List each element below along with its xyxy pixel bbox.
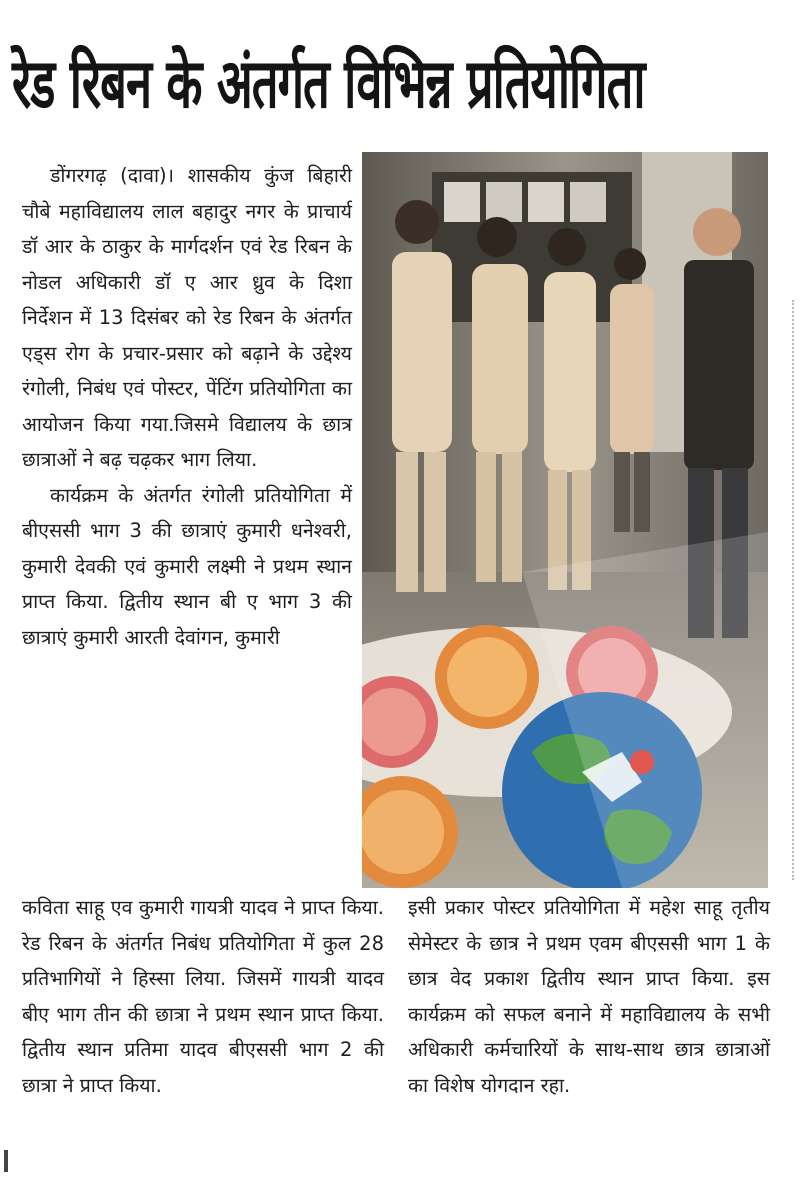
article-column-right bbox=[408, 890, 770, 1103]
column-rule bbox=[792, 300, 800, 880]
article-paragraph-1: डोंगरगढ़ (दावा)। शासकीय कुंज बिहारी चौबे महाविद्यालय लाल बहादुर नगर के प्राचार्य डॉ आर के ठाकुर के मार्गदर्शन एवं रेड रिबन के नोडल अधिकारी डॉ ए आर ध्रुव के दिशा निर्देशन में 13 दिसंबर को रेड रिबन के अंतर्गत एड्स रोग के प्रचार-प्रसार को बढ़ाने के उद्देश्य रंगोली, निबंध एवं पोस्टर, पेंटिंग प्रतियोगिता का आयोजन किया गया.जिसमे विद्यालय के छात्र छात्राओं ने बढ़ चढ़कर भाग लिया. bbox=[22, 164, 352, 471]
article-paragraph-2: कार्यक्रम के अंतर्गत रंगोली प्रतियोगिता में बीएससी भाग 3 की छात्राएं कुमारी धनेश्वरी, कुमारी देवकी एवं कुमारी लक्ष्मी ने प्रथम स्थान प्राप्त किया. द्वितीय स्थान बी ए भाग 3 की छात्राएं कुमारी आरती देवांगन, कुमारी bbox=[22, 483, 352, 649]
article-column-left-top bbox=[22, 158, 352, 655]
headline: रेड रिबन के अंतर्गत विभिन्न प्रतियोगिता bbox=[12, 44, 645, 125]
page-edge-mark bbox=[4, 1150, 8, 1172]
article-paragraph-3: इसी प्रकार पोस्टर प्रतियोगिता में महेश साहू तृतीय सेमेस्टर के छात्र ने प्रथम एवम बीएससी भाग 1 के छात्र वेद प्रकाश द्वितीय स्थान प्राप्त किया. इस कार्यक्रम को सफल बनाने में महाविद्यालय के सभी अधिकारी कर्मचारियों के साथ-साथ छात्र छात्राओं का विशेष योगदान रहा. bbox=[408, 896, 770, 1097]
article-column-left-bottom bbox=[22, 890, 384, 1103]
news-photo bbox=[362, 152, 768, 888]
news-photo-graphic bbox=[362, 152, 768, 888]
article-paragraph-2-continued: कविता साहू एव कुमारी गायत्री यादव ने प्राप्त किया. रेड रिबन के अंतर्गत निबंध प्रतियोगिता में कुल 28 प्रतिभागियों ने हिस्सा लिया. जिसमें गायत्री यादव बीए भाग तीन की छात्रा ने प्रथम स्थान प्राप्त किया. द्वितीय स्थान प्रतिमा यादव बीएससी भाग 2 की छात्रा ने प्राप्त किया. bbox=[22, 896, 384, 1097]
